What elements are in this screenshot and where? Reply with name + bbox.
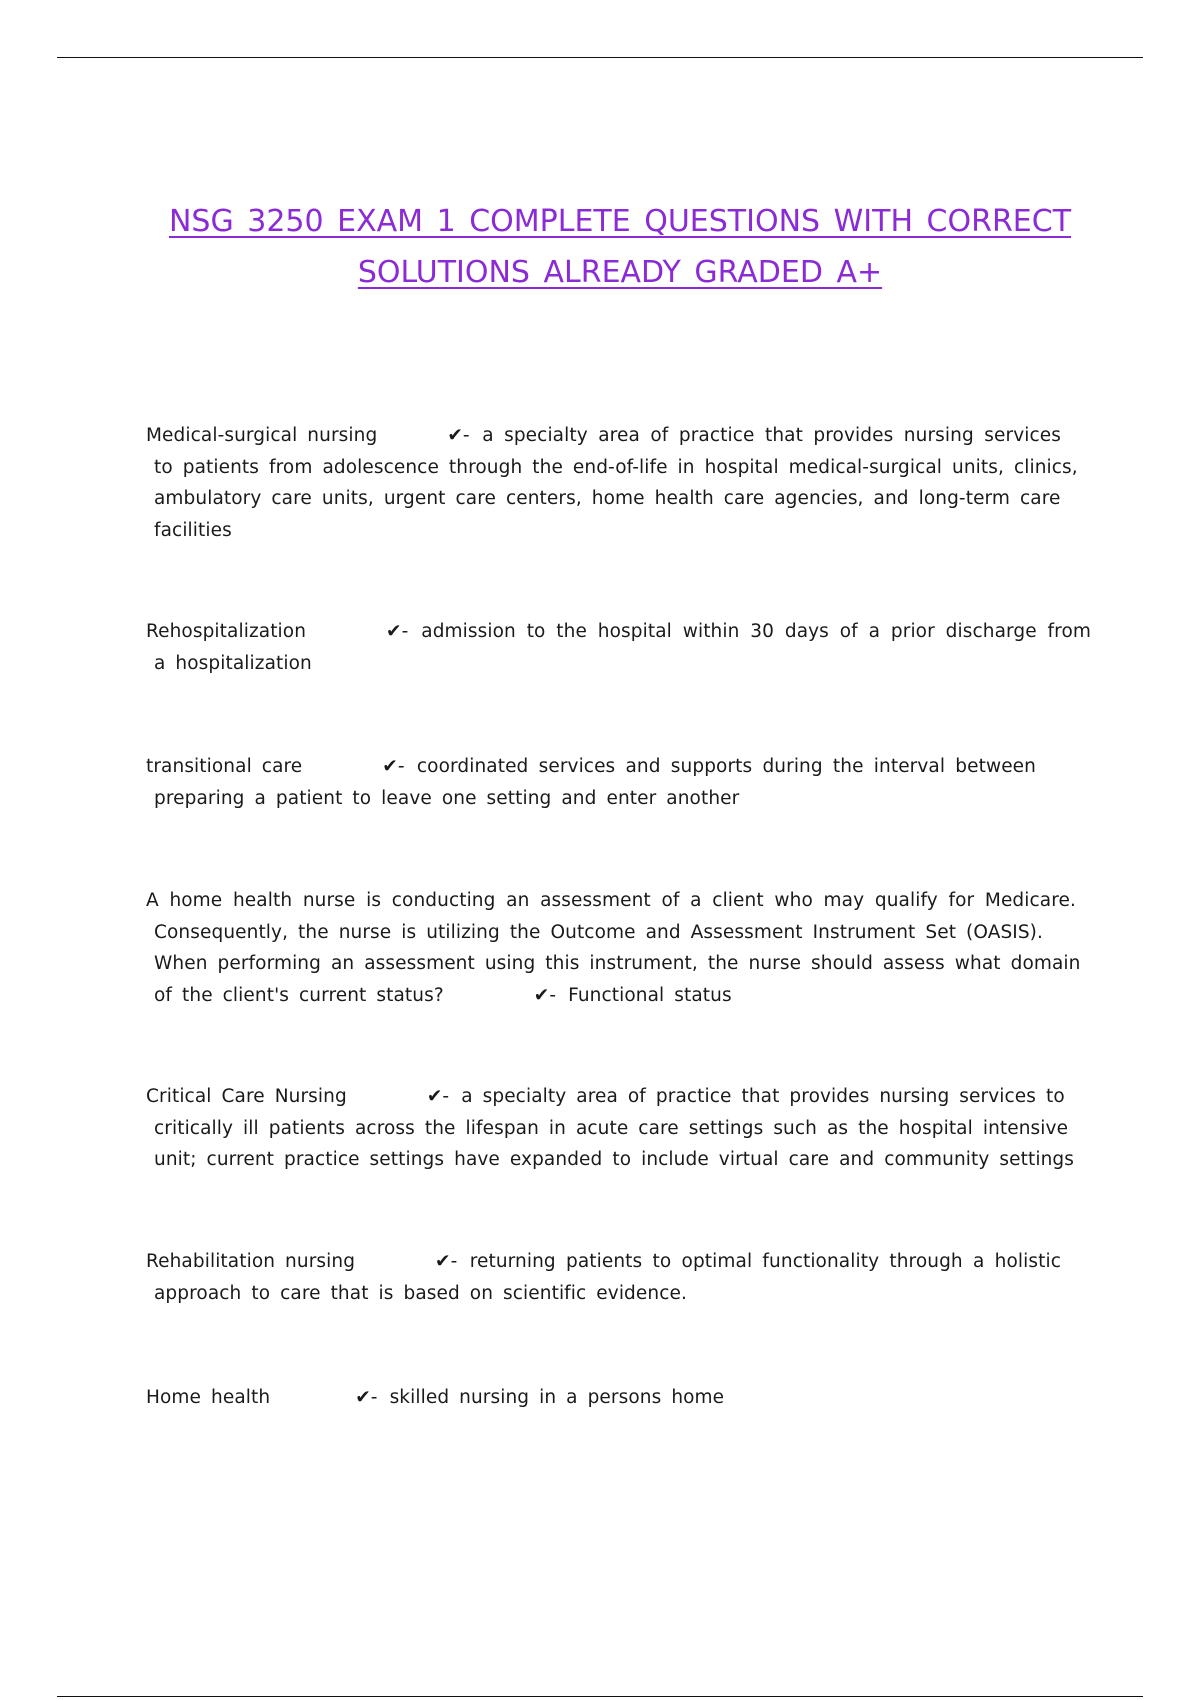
- entry-term: Rehabilitation nursing: [146, 1251, 356, 1272]
- entry-text-line: Consequently, the nurse is utilizing the Outcome and Assessment Instrument Set (OASIS).: [154, 921, 1043, 943]
- entry-text-line: coordinated services and supports during the interval between: [416, 756, 1036, 777]
- entry-term: Medical-surgical nursing: [146, 425, 378, 446]
- entry-text-line: approach to care that is based on scientific evidence.: [154, 1282, 687, 1304]
- entry-text-line: critically ill patients across the lifespan in acute care settings such as the hospital intensive: [154, 1117, 1069, 1139]
- flashcard-entry: [146, 1246, 1061, 1309]
- entry-text-line: unit; current practice settings have expanded to include virtual care and community settings: [154, 1149, 1074, 1170]
- bottom-rule: [57, 1696, 1143, 1697]
- check-icon: ✔-: [447, 425, 470, 446]
- entry-text-line: facilities: [154, 519, 232, 541]
- entry-text-line: returning patients to optimal functionality through a holistic: [469, 1251, 1061, 1272]
- document-title: [130, 196, 1110, 298]
- entry-text-line: to patients from adolescence through the end-of-life in hospital medical-surgical units, clinics,: [154, 456, 1078, 478]
- entry-text-line: A home health nurse is conducting an assessment of a client who may qualify for Medicare.: [146, 890, 1076, 911]
- flashcard-entry: [146, 885, 1081, 1011]
- entry-term: Critical Care Nursing: [146, 1086, 347, 1107]
- check-icon: ✔-: [435, 1251, 458, 1272]
- entry-answer: Functional status: [568, 984, 732, 1006]
- flashcard-entry: [146, 1382, 1091, 1414]
- flashcard-entry: [146, 1081, 1074, 1176]
- entry-text-line: a hospitalization: [154, 652, 312, 674]
- entry-term: Home health: [146, 1387, 271, 1408]
- entry-text-line: When performing an assessment using this instrument, the nurse should assess what domain: [154, 953, 1081, 974]
- check-icon: ✔-: [533, 984, 557, 1006]
- entry-text-line: skilled nursing in a persons home: [389, 1387, 725, 1408]
- top-rule: [57, 57, 1143, 58]
- entry-text-line: ambulatory care units, urgent care centers, home health care agencies, and long-term care: [154, 488, 1061, 509]
- entry-text-line: preparing a patient to leave one setting and enter another: [154, 787, 740, 809]
- flashcard-entry: [146, 420, 1078, 546]
- flashcard-entry: [146, 751, 1036, 814]
- title-line-1: NSG 3250 EXAM 1 COMPLETE QUESTIONS WITH CORRECT: [168, 204, 1072, 239]
- check-icon: ✔-: [355, 1387, 378, 1408]
- check-icon: ✔-: [426, 1086, 450, 1107]
- flashcard-entry: [146, 616, 1091, 679]
- title-line-2: SOLUTIONS ALREADY GRADED A+: [357, 255, 883, 290]
- check-icon: ✔-: [386, 621, 409, 642]
- check-icon: ✔-: [382, 756, 405, 777]
- entry-term: transitional care: [146, 756, 303, 777]
- entry-text-line: admission to the hospital within 30 days of a prior discharge from: [421, 621, 1091, 642]
- entry-text-line: a specialty area of practice that provides nursing services: [482, 425, 1061, 446]
- entry-text-line: a specialty area of practice that provides nursing services to: [461, 1086, 1065, 1107]
- entry-term: Rehospitalization: [146, 621, 307, 642]
- entry-text-line: of the client's current status?: [154, 984, 444, 1006]
